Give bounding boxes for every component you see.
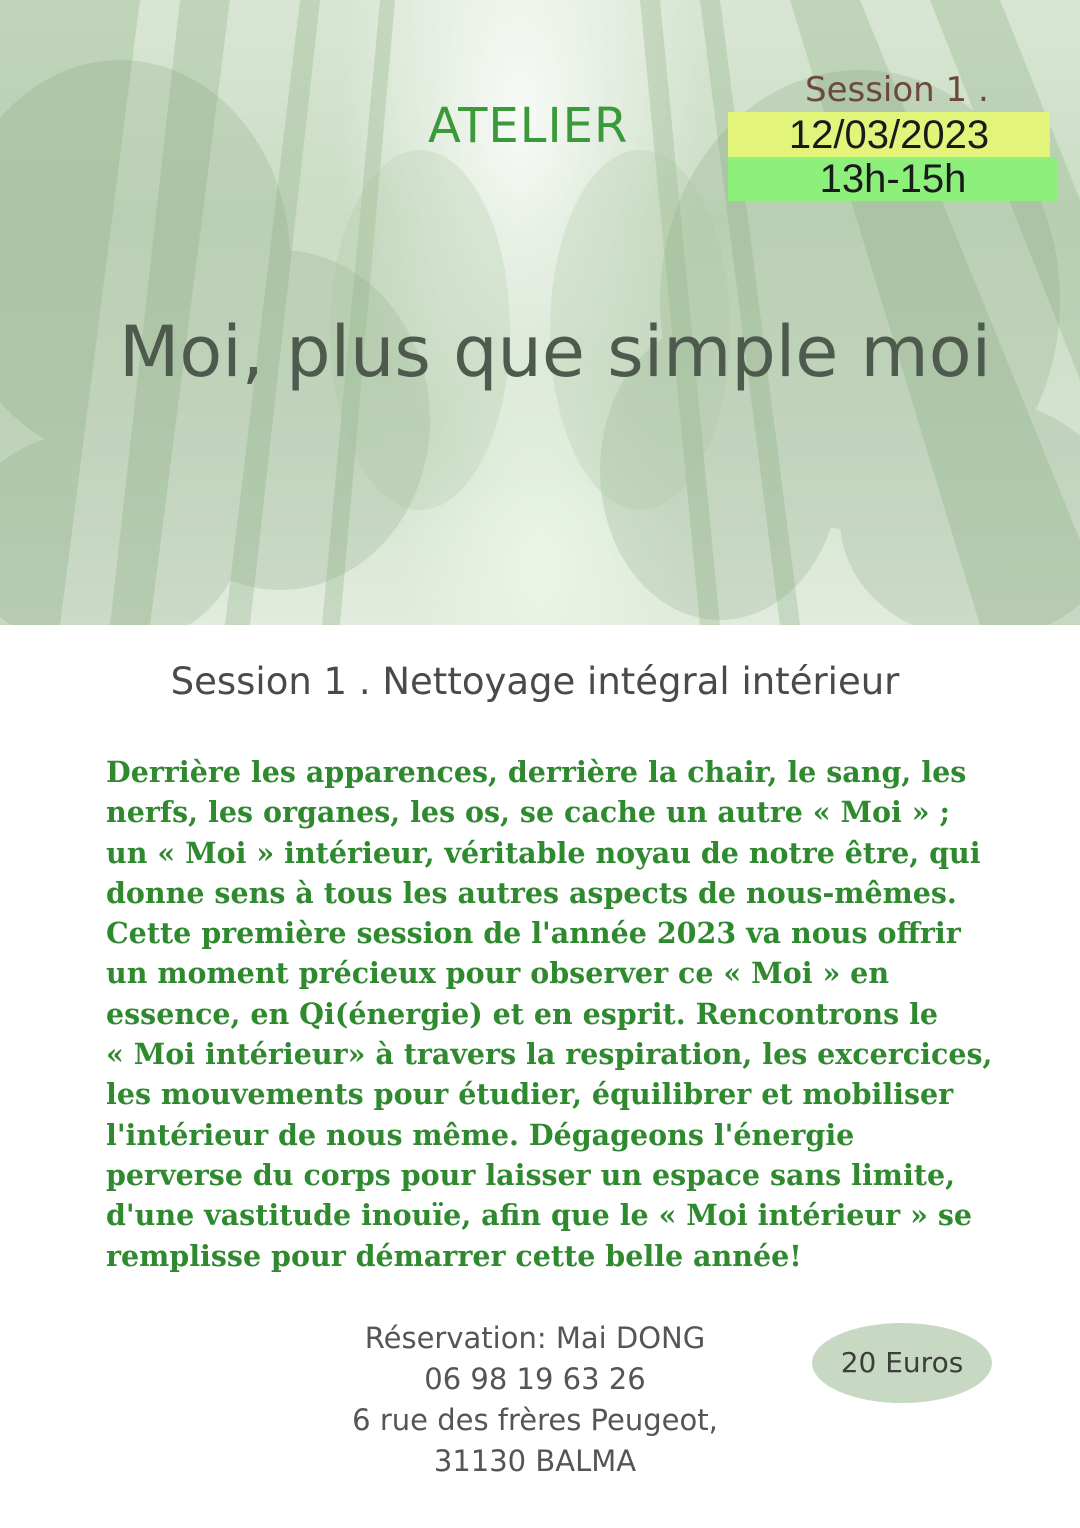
description-line: remplisse pour démarrer cette belle année!: [106, 1238, 802, 1273]
session-subtitle: Session 1 . Nettoyage intégral intérieur: [170, 660, 900, 703]
description-line: un moment précieux pour observer ce « Moi » en: [106, 956, 890, 991]
reservation-contact: Réservation: Mai DONG: [364, 1321, 706, 1355]
date-highlight: 12/03/2023: [728, 112, 1050, 158]
description-line: Cette première session de l'année 2023 va nous offrir: [106, 916, 961, 951]
description-line: Derrière les apparences, derrière la chair, le sang, les: [106, 755, 967, 789]
description-line: nerfs, les organes, les os, se cache un autre « Moi » ;: [106, 795, 951, 830]
address-street: 6 rue des frères Peugeot,: [352, 1403, 718, 1437]
phone-number: 06 98 19 63 26: [424, 1362, 646, 1396]
description-line: d'une vastitude inouïe, afin que le « Moi intérieur » se: [106, 1198, 973, 1233]
description-line: essence, en Qi(énergie) et en esprit. Rencontrons le: [106, 996, 939, 1031]
session-label: Session 1 .: [805, 70, 989, 110]
main-title: Moi, plus que simple moi: [118, 311, 992, 393]
description-line: l'intérieur de nous même. Dégageons l'énergie: [106, 1117, 855, 1152]
description-paragraph: [106, 752, 1006, 1276]
atelier-label: ATELIER: [428, 98, 629, 154]
address-city: 31130 BALMA: [433, 1444, 637, 1478]
description-line: les mouvements pour étudier, équilibrer et mobiliser: [106, 1077, 954, 1112]
price-badge: 20 Euros: [812, 1323, 992, 1403]
description-line: « Moi intérieur» à travers la respiration, les excercices,: [106, 1037, 993, 1072]
description-line: donne sens à tous les autres aspects de nous-mêmes.: [106, 875, 957, 910]
forest-background-image: [0, 0, 1080, 625]
contact-block: [300, 1318, 770, 1482]
description-line: un « Moi » intérieur, véritable noyau de notre être, qui: [106, 835, 981, 870]
time-highlight: 13h-15h: [728, 157, 1058, 201]
description-line: perverse du corps pour laisser un espace sans limite,: [106, 1157, 956, 1192]
